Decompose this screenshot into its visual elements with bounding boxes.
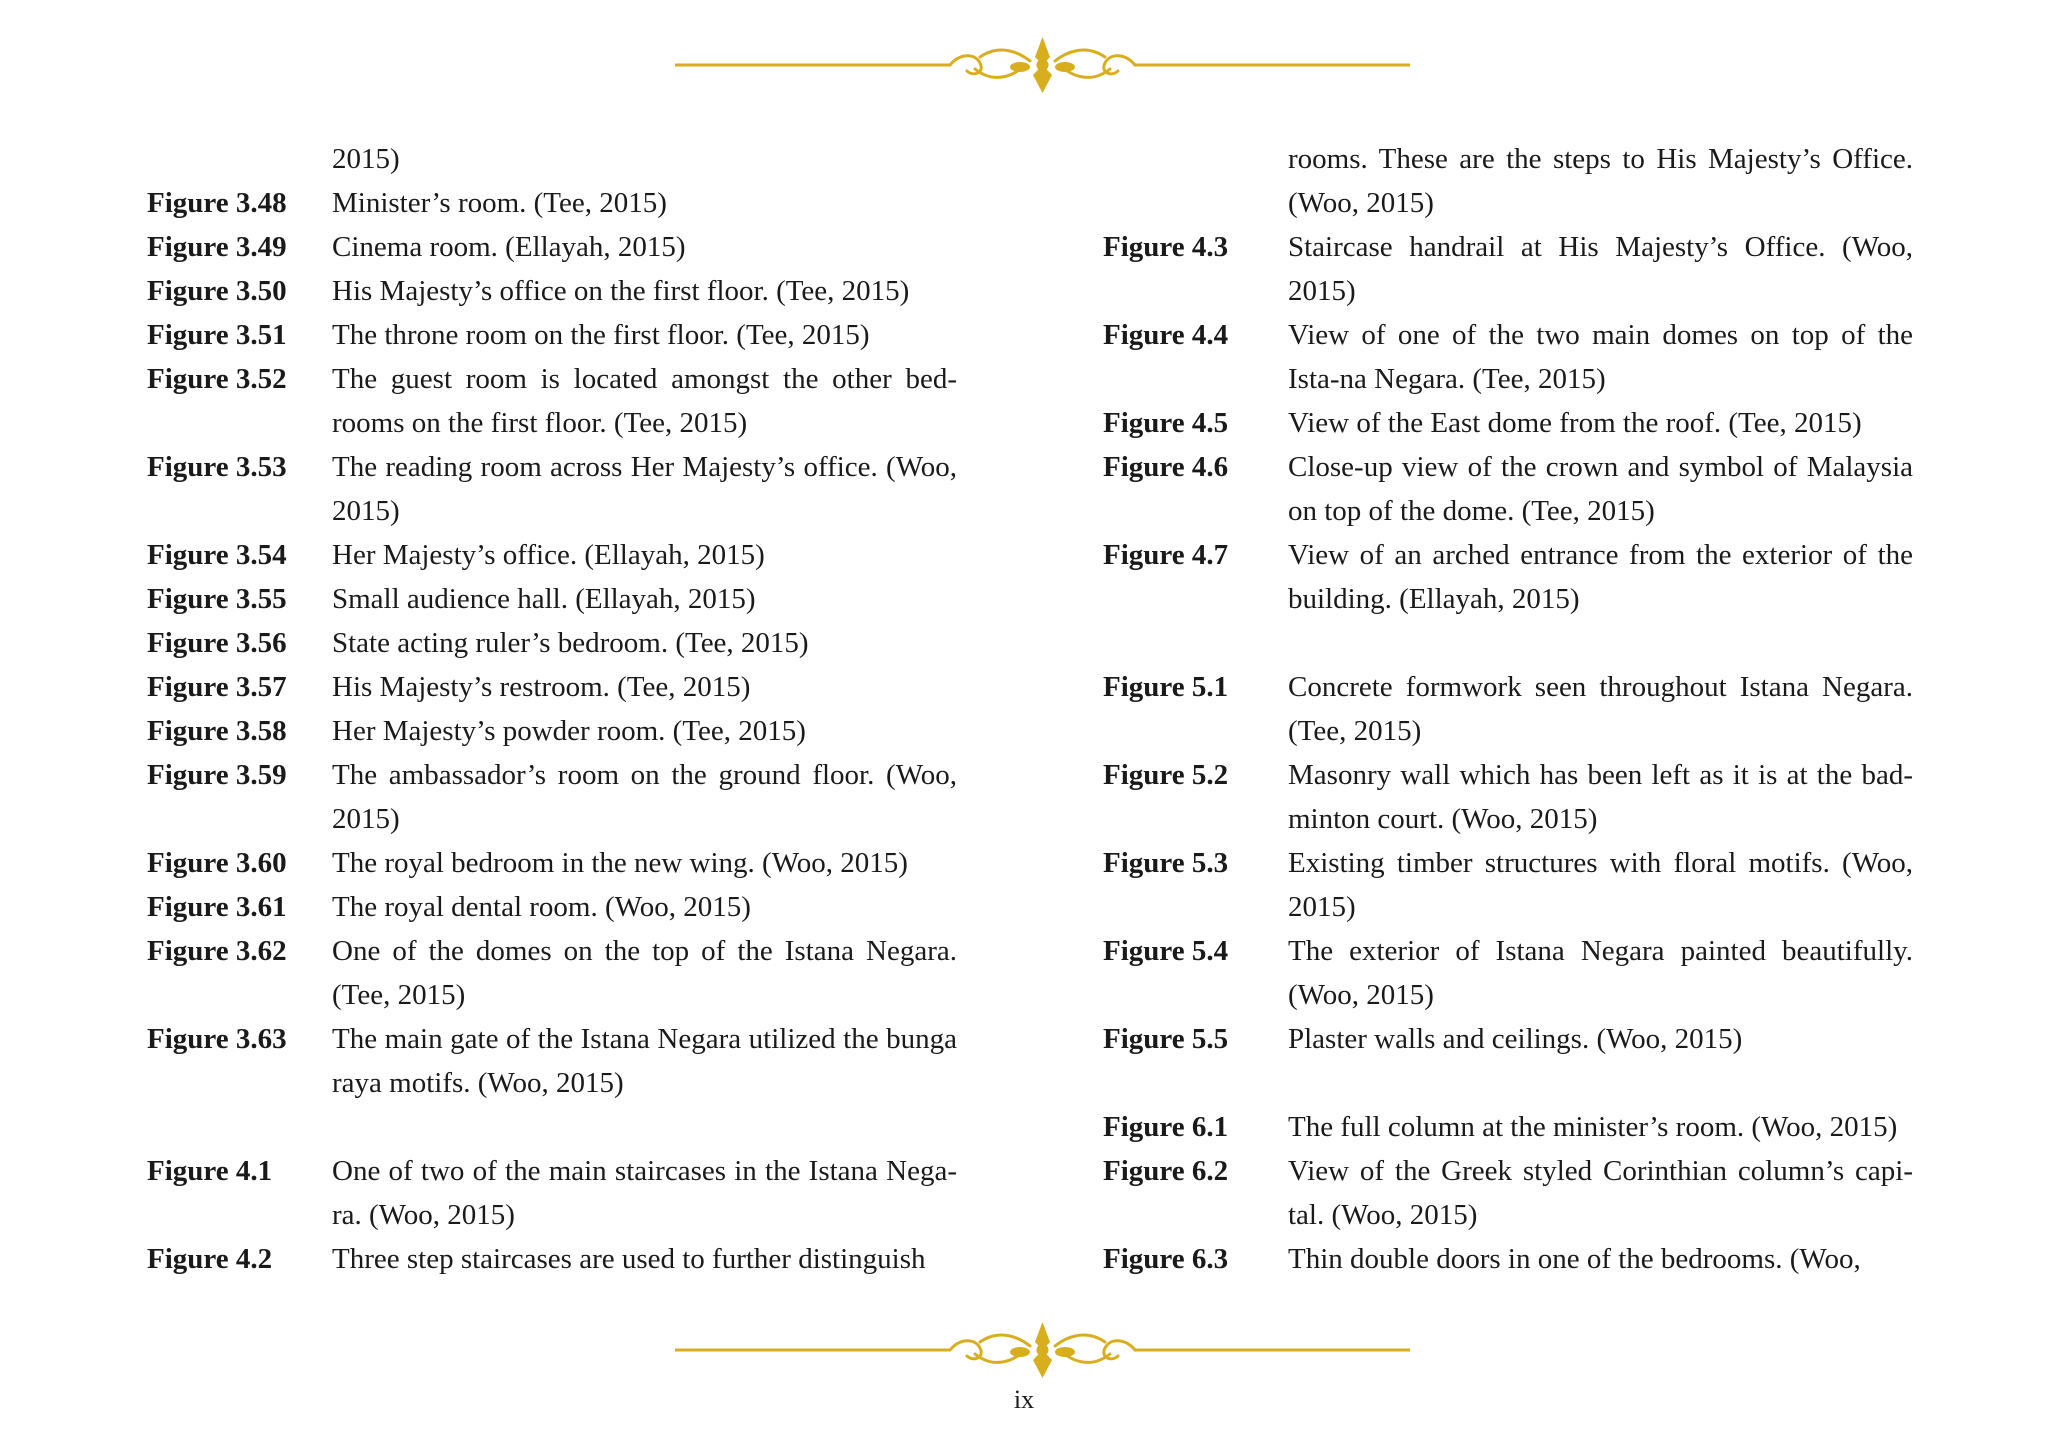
figure-label: Figure 3.56 bbox=[147, 627, 287, 659]
figure-label: Figure 3.57 bbox=[147, 671, 287, 703]
figure-entry bbox=[147, 225, 957, 269]
figure-label: Figure 3.59 bbox=[147, 759, 287, 791]
figure-label: Figure 3.49 bbox=[147, 231, 287, 263]
figure-caption: One of two of the main staircases in the Istana Nega-ra. (Woo, 2015) bbox=[332, 1155, 957, 1231]
figure-label: Figure 3.61 bbox=[147, 891, 287, 923]
figure-label: Figure 4.4 bbox=[1103, 319, 1229, 351]
figure-entry bbox=[1103, 929, 1913, 1017]
header-ornament bbox=[675, 35, 1410, 95]
figure-caption: The full column at the minister’s room. (Woo, 2015) bbox=[1288, 1111, 1898, 1143]
figure-label: Figure 6.3 bbox=[1103, 1243, 1229, 1275]
figure-label bbox=[1103, 137, 1288, 225]
figure-caption: The ambassador’s room on the ground floor. (Woo, 2015) bbox=[332, 759, 957, 835]
figure-caption: Thin double doors in one of the bedrooms. (Woo, bbox=[1288, 1243, 1861, 1275]
figure-label: Figure 3.48 bbox=[147, 187, 287, 219]
figure-entry bbox=[147, 621, 957, 665]
figure-caption: Her Majesty’s powder room. (Tee, 2015) bbox=[332, 715, 806, 747]
figure-label: Figure 6.1 bbox=[1103, 1111, 1229, 1143]
figure-label: Figure 3.63 bbox=[147, 1023, 287, 1055]
figure-label: Figure 4.5 bbox=[1103, 407, 1229, 439]
figure-entry bbox=[1103, 533, 1913, 621]
figure-entry bbox=[147, 1237, 957, 1281]
figure-label: Figure 3.60 bbox=[147, 847, 287, 879]
figure-label: Figure 5.4 bbox=[1103, 935, 1229, 967]
figure-entry bbox=[1103, 1017, 1913, 1061]
figure-label: Figure 4.2 bbox=[147, 1243, 273, 1275]
figure-entry bbox=[147, 181, 957, 225]
figure-caption: State acting ruler’s bedroom. (Tee, 2015) bbox=[332, 627, 809, 659]
figure-caption: Her Majesty’s office. (Ellayah, 2015) bbox=[332, 539, 765, 571]
figure-label: Figure 3.52 bbox=[147, 363, 287, 395]
figure-entry bbox=[147, 885, 957, 929]
figure-label: Figure 4.6 bbox=[1103, 451, 1229, 483]
figure-label: Figure 3.51 bbox=[147, 319, 287, 351]
figure-label: Figure 4.7 bbox=[1103, 539, 1229, 571]
figure-label: Figure 4.1 bbox=[147, 1155, 273, 1187]
figure-entry bbox=[147, 665, 957, 709]
figure-label: Figure 3.53 bbox=[147, 451, 287, 483]
figure-label: Figure 3.54 bbox=[147, 539, 287, 571]
figure-entry bbox=[1103, 1105, 1913, 1149]
figure-caption: Close-up view of the crown and symbol of Malaysia on top of the dome. (Tee, 2015) bbox=[1288, 451, 1913, 527]
figure-caption: The guest room is located amongst the other bed-rooms on the first floor. (Tee, 2015) bbox=[332, 363, 957, 439]
figure-entry bbox=[1103, 445, 1913, 533]
figure-caption: The royal dental room. (Woo, 2015) bbox=[332, 891, 751, 923]
figure-caption: View of an arched entrance from the exterior of the building. (Ellayah, 2015) bbox=[1288, 539, 1913, 615]
left-figure-list bbox=[147, 137, 957, 1281]
figure-entry bbox=[147, 313, 957, 357]
section-gap bbox=[1103, 1061, 1913, 1105]
figure-entry bbox=[147, 577, 957, 621]
figure-entry bbox=[147, 357, 957, 445]
figure-entry bbox=[1103, 401, 1913, 445]
figure-entry bbox=[1103, 1237, 1913, 1281]
figure-label: Figure 5.5 bbox=[1103, 1023, 1229, 1055]
figure-entry bbox=[147, 929, 957, 1017]
figure-entry bbox=[1103, 225, 1913, 313]
figure-entry bbox=[1103, 137, 1913, 225]
figure-caption: Concrete formwork seen throughout Istana Negara. (Tee, 2015) bbox=[1288, 671, 1913, 747]
figure-caption: His Majesty’s restroom. (Tee, 2015) bbox=[332, 671, 751, 703]
section-gap bbox=[1103, 621, 1913, 665]
right-figure-list bbox=[1103, 137, 1913, 1281]
figure-label: Figure 6.2 bbox=[1103, 1155, 1229, 1187]
page-number: ix bbox=[1013, 1385, 1035, 1414]
figure-entry bbox=[147, 137, 957, 181]
figure-caption: View of the East dome from the roof. (Tee, 2015) bbox=[1288, 407, 1862, 439]
figure-caption: rooms. These are the steps to His Majesty’s Office. (Woo, 2015) bbox=[1288, 143, 1913, 219]
figure-caption: The exterior of Istana Negara painted beautifully. (Woo, 2015) bbox=[1288, 935, 1913, 1011]
figure-entry bbox=[147, 841, 957, 885]
figure-caption: Minister’s room. (Tee, 2015) bbox=[332, 187, 667, 219]
figure-caption: His Majesty’s office on the first floor. (Tee, 2015) bbox=[332, 275, 910, 307]
figure-entry bbox=[1103, 753, 1913, 841]
figure-caption: 2015) bbox=[332, 143, 400, 175]
figure-label: Figure 3.58 bbox=[147, 715, 287, 747]
figure-entry bbox=[1103, 665, 1913, 753]
figure-entry bbox=[147, 1017, 957, 1105]
figure-caption: Three step staircases are used to further distinguish bbox=[332, 1243, 926, 1275]
figure-caption: The royal bedroom in the new wing. (Woo, 2015) bbox=[332, 847, 908, 879]
figure-entry bbox=[1103, 1149, 1913, 1237]
figure-label: Figure 3.55 bbox=[147, 583, 287, 615]
figure-caption: The throne room on the first floor. (Tee, 2015) bbox=[332, 319, 870, 351]
figure-label: Figure 4.3 bbox=[1103, 231, 1229, 263]
figure-caption: Cinema room. (Ellayah, 2015) bbox=[332, 231, 686, 263]
figure-caption: Plaster walls and ceilings. (Woo, 2015) bbox=[1288, 1023, 1743, 1055]
figure-caption: The reading room across Her Majesty’s office. (Woo, 2015) bbox=[332, 451, 957, 527]
figure-entry bbox=[147, 533, 957, 577]
figure-entry bbox=[1103, 841, 1913, 929]
figure-caption: One of the domes on the top of the Istana Negara. (Tee, 2015) bbox=[332, 935, 957, 1011]
figure-entry bbox=[147, 269, 957, 313]
figure-entry bbox=[147, 1149, 957, 1237]
footer-ornament bbox=[675, 1320, 1410, 1380]
figure-caption: View of one of the two main domes on top of the Ista-na Negara. (Tee, 2015) bbox=[1288, 319, 1913, 395]
figure-entry bbox=[1103, 313, 1913, 401]
figure-entry bbox=[147, 445, 957, 533]
section-gap bbox=[147, 1105, 957, 1149]
figure-entry bbox=[147, 753, 957, 841]
figure-caption: The main gate of the Istana Negara utilized the bunga raya motifs. (Woo, 2015) bbox=[332, 1023, 957, 1099]
flourish-icon bbox=[675, 35, 1410, 95]
figure-caption: View of the Greek styled Corinthian column’s capi-tal. (Woo, 2015) bbox=[1288, 1155, 1913, 1231]
figure-label: Figure 5.2 bbox=[1103, 759, 1229, 791]
figure-caption: Small audience hall. (Ellayah, 2015) bbox=[332, 583, 756, 615]
figure-label bbox=[147, 137, 332, 181]
figure-caption: Staircase handrail at His Majesty’s Office. (Woo, 2015) bbox=[1288, 231, 1913, 307]
figure-label: Figure 5.3 bbox=[1103, 847, 1229, 879]
figure-label: Figure 3.50 bbox=[147, 275, 287, 307]
figure-caption: Masonry wall which has been left as it is at the bad-minton court. (Woo, 2015) bbox=[1288, 759, 1913, 835]
figure-label: Figure 3.62 bbox=[147, 935, 287, 967]
figure-label: Figure 5.1 bbox=[1103, 671, 1229, 703]
figure-caption: Existing timber structures with floral motifs. (Woo, 2015) bbox=[1288, 847, 1913, 923]
flourish-icon bbox=[675, 1320, 1410, 1380]
figure-entry bbox=[147, 709, 957, 753]
